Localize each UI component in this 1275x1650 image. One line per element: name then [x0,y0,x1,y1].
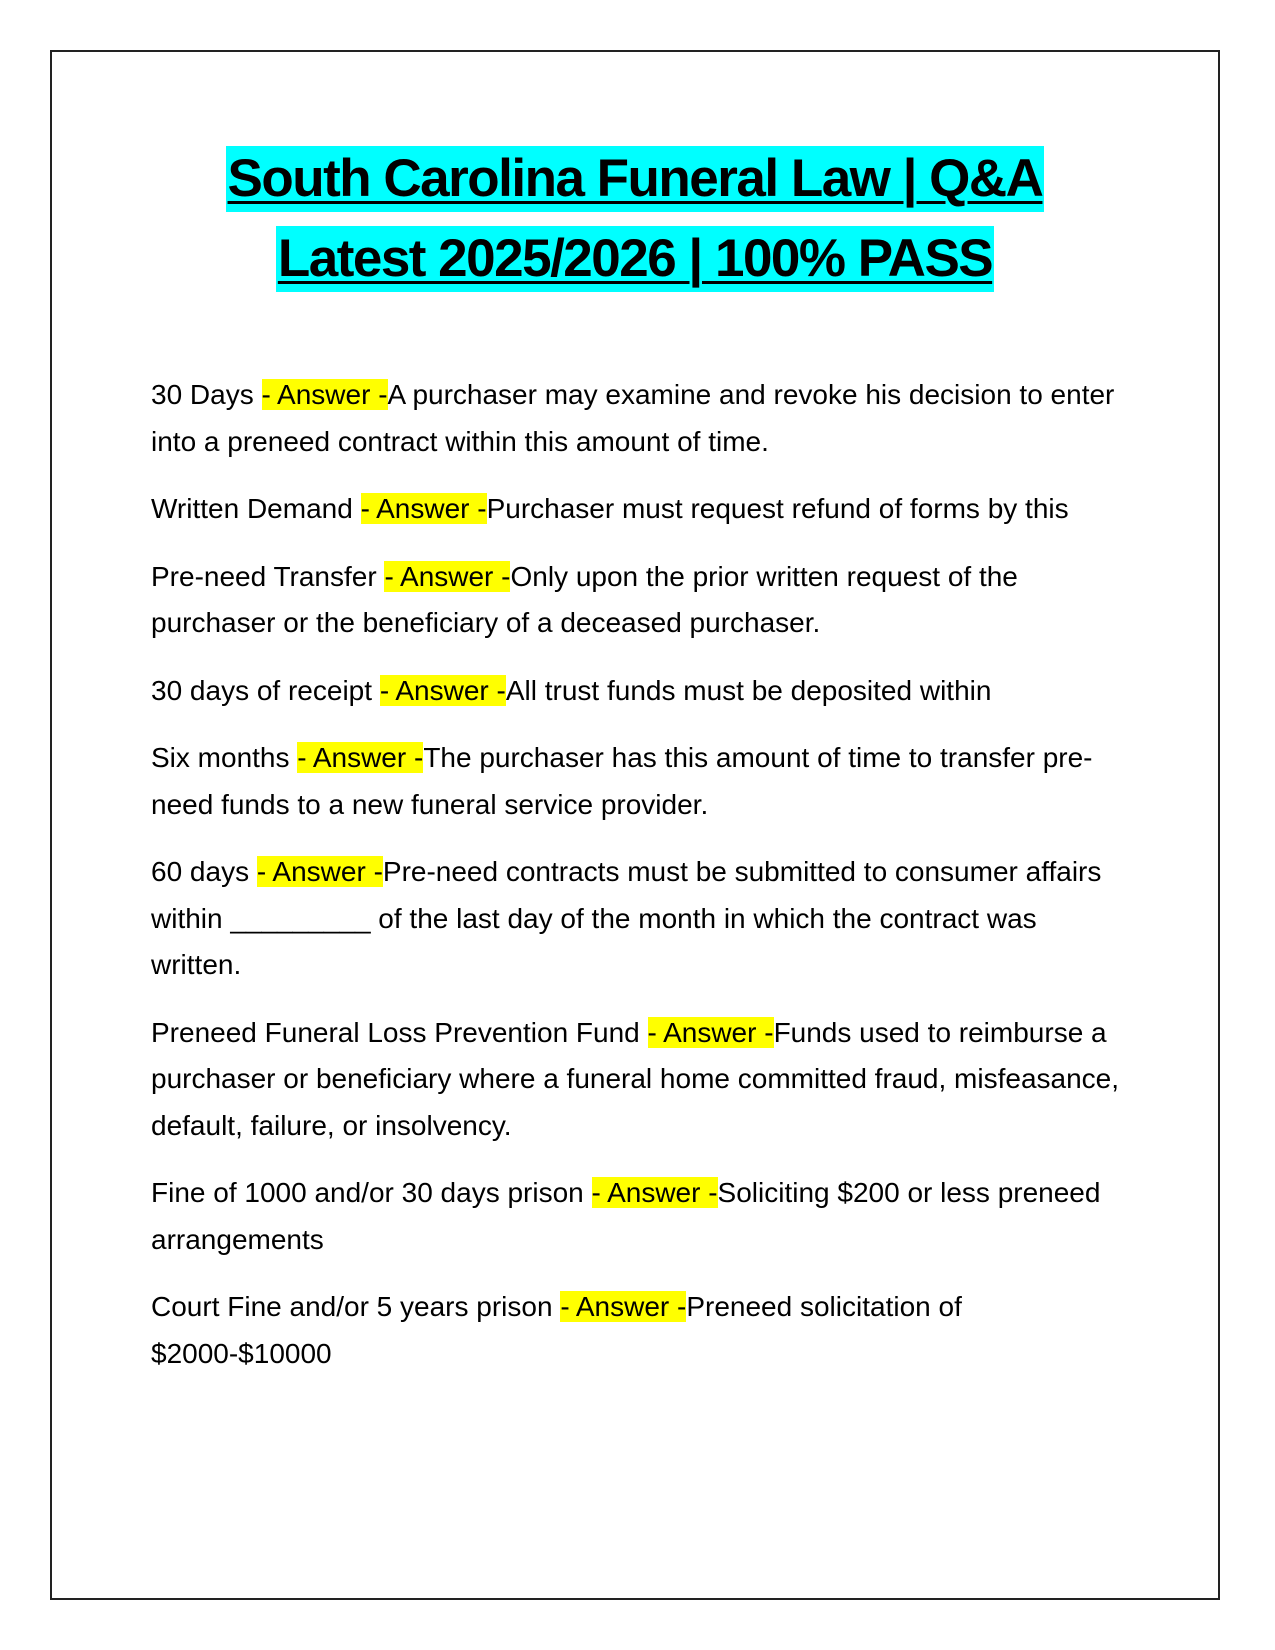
title-line-1: South Carolina Funeral Law | Q&A [226,146,1045,212]
answer-marker: - Answer - [360,493,487,524]
qa-term: Pre-need Transfer [151,560,385,592]
qa-term: 30 days of receipt [151,674,380,706]
qa-term: Preneed Funeral Loss Prevention Fund [151,1016,648,1048]
qa-item [151,668,1126,715]
qa-definition: Purchaser must request refund of forms by this [486,493,1069,524]
answer-marker: - Answer - [647,1016,774,1048]
qa-term: 60 days [151,856,257,887]
answer-marker: - Answer - [384,560,511,592]
qa-item [151,1010,1126,1150]
qa-item [151,372,1126,465]
title-line-2: Latest 2025/2026 | 100% PASS [276,226,994,292]
qa-definition: Preneed solicitation of $2000-$10000 [151,1291,962,1369]
qa-item [151,486,1126,533]
qa-definition: All trust funds must be deposited within [505,674,992,706]
qa-definition: Pre-need contracts must be submitted to consumer affairs within _________ of the last day of the month in which the contract was written. [151,856,1102,980]
qa-term: Fine of 1000 and/or 30 days prison [151,1177,592,1208]
qa-term: Six months [151,742,298,773]
qa-item [151,1284,1126,1377]
qa-definition: Only upon the prior written request of the purchaser or the beneficiary of a deceased purchaser. [151,560,1018,638]
qa-item [151,735,1126,828]
qa-term: 30 Days [151,379,262,410]
qa-definition: The purchaser has this amount of time to transfer pre-need funds to a new funeral service provider. [151,742,1093,820]
answer-marker: - Answer - [379,674,506,706]
qa-definition: Soliciting $200 or less preneed arrangements [151,1177,1101,1255]
qa-item [151,1170,1126,1263]
qa-definition: A purchaser may examine and revoke his decision to enter into a preneed contract within this amount of time. [151,379,1115,457]
document-title [52,146,1218,306]
answer-marker: - Answer - [560,1291,687,1322]
qa-definition: Funds used to reimburse a purchaser or beneficiary where a funeral home committed fraud, misfeasance, default, failure, or insolvency. [151,1016,1120,1141]
qa-term: Court Fine and/or 5 years prison [151,1291,561,1322]
qa-term: Written Demand [151,493,361,524]
qa-item [151,849,1126,989]
answer-marker: - Answer - [256,856,383,887]
qa-list [151,372,1126,1398]
answer-marker: - Answer - [261,379,388,410]
answer-marker: - Answer - [591,1177,718,1208]
answer-marker: - Answer - [297,742,424,773]
qa-item [151,554,1126,647]
